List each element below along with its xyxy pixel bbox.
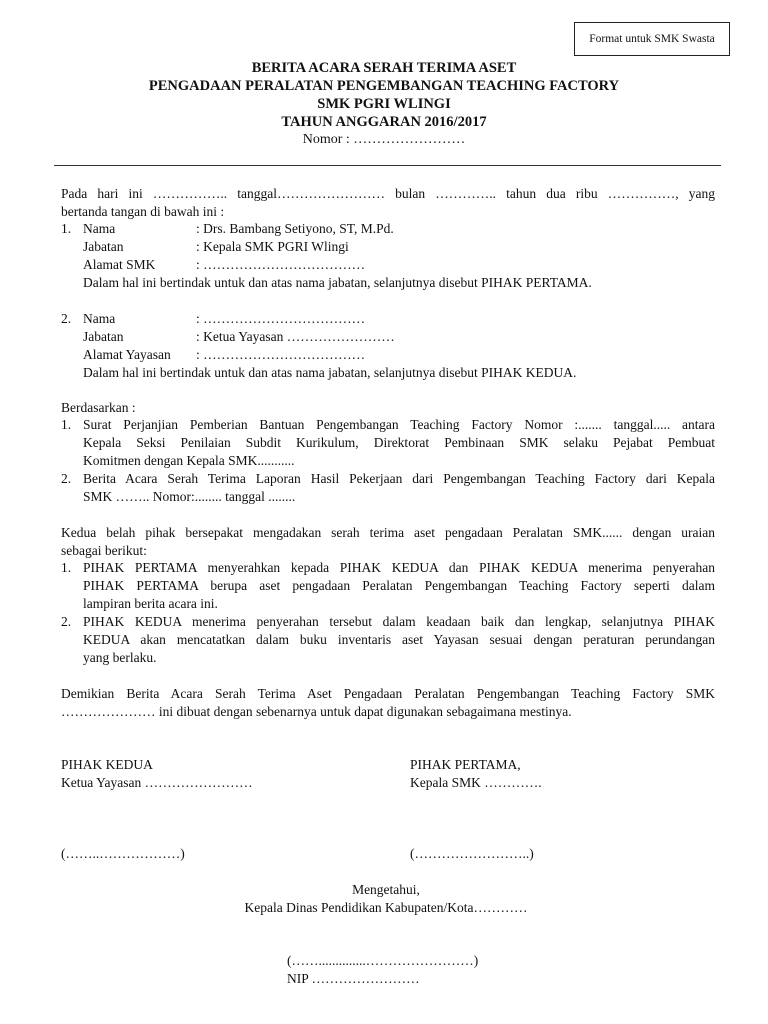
- basis-item1-line2: Kepala Seksi Penilaian Subdit Kurikulum, Direktorat Pembinaan SMK selaku Pejabat Pembuat: [83, 435, 715, 450]
- second-party-role: Ketua Yayasan ……………………: [61, 775, 253, 790]
- format-label-box: [574, 22, 730, 56]
- party2-name-label: Nama: [83, 311, 116, 326]
- party2-number: 2.: [61, 311, 72, 326]
- party1-position-value: : Kepala SMK PGRI Wlingi: [196, 239, 349, 254]
- agreement-item1-number: 1.: [61, 560, 72, 575]
- first-party-signature-name: (……………………..): [410, 846, 534, 861]
- fiscal-year: TAHUN ANGGARAN 2016/2017: [281, 114, 487, 130]
- agreement-item2-line2: KEDUA akan mencatatkan dalam buku inventaris aset Yayasan sesuai dengan peraturan perundangan: [83, 632, 715, 647]
- acknowledged-label: Mengetahui,: [352, 882, 420, 897]
- second-party-signature-name: (……..………………): [61, 846, 185, 861]
- agreement-item1-line2: PIHAK PERTAMA berupa aset pengadaan Peralatan Pengembangan Teaching Factory seperti dalam: [83, 578, 715, 593]
- party2-address-value: : ………………………………: [196, 347, 366, 362]
- basis-item2-number: 2.: [61, 471, 72, 486]
- agreement-line-2: sebagai berikut:: [61, 543, 147, 558]
- party2-address-label: Alamat Yayasan: [83, 347, 171, 362]
- party1-address-value: : ………………………………: [196, 257, 366, 272]
- document-number: Nomor : ……………………: [302, 132, 466, 147]
- school-name: SMK PGRI WLINGI: [317, 96, 451, 112]
- agreement-item2-line1: PIHAK KEDUA menerima penyerahan tersebut dalam keadaan baik dan lengkap, selanjutnya PIHAK: [83, 614, 715, 629]
- format-label: Format untuk SMK Swasta: [589, 33, 715, 45]
- education-head-signature-name: (……..............……………………): [287, 953, 479, 968]
- party1-statement: Dalam hal ini bertindak untuk dan atas nama jabatan, selanjutnya disebut PIHAK PERTAMA.: [83, 275, 592, 290]
- party2-name-value: : ………………………………: [196, 311, 366, 326]
- second-party-title: PIHAK KEDUA: [61, 757, 153, 772]
- document-title: BERITA ACARA SERAH TERIMA ASET: [251, 60, 517, 76]
- basis-item1-number: 1.: [61, 417, 72, 432]
- agreement-line-1: Kedua belah pihak bersepakat mengadakan serah terima aset pengadaan Peralatan SMK...... dengan uraian: [61, 525, 715, 540]
- first-party-role: Kepala SMK ………….: [410, 775, 542, 790]
- basis-item2-line2: SMK …….. Nomor:........ tanggal ........: [83, 489, 296, 504]
- intro-line-2: bertanda tangan di bawah ini :: [61, 204, 225, 219]
- agreement-item2-line3: yang berlaku.: [83, 650, 157, 665]
- agreement-item1-line1: PIHAK PERTAMA menyerahkan kepada PIHAK KEDUA dan PIHAK KEDUA menerima penyerahan: [83, 560, 715, 575]
- basis-heading: Berdasarkan :: [61, 400, 136, 415]
- party2-position-value: : Ketua Yayasan ……………………: [196, 329, 395, 344]
- document-subtitle: PENGADAAN PERALATAN PENGEMBANGAN TEACHING FACTORY: [148, 78, 620, 94]
- party2-statement: Dalam hal ini bertindak untuk dan atas nama jabatan, selanjutnya disebut PIHAK KEDUA.: [83, 365, 577, 380]
- party2-position-label: Jabatan: [83, 329, 124, 344]
- closing-line-2: ………………… ini dibuat dengan sebenarnya untuk dapat digunakan sebagaimana mestinya.: [61, 704, 572, 719]
- party1-position-label: Jabatan: [83, 239, 124, 254]
- basis-item2-line1: Berita Acara Serah Terima Laporan Hasil Pekerjaan dari Pengembangan Teaching Factory dari Kepala: [83, 471, 715, 486]
- agreement-item1-line3: lampiran berita acara ini.: [83, 596, 218, 611]
- party1-name-value: : Drs. Bambang Setiyono, ST, M.Pd.: [196, 221, 394, 236]
- party1-address-label: Alamat SMK: [83, 257, 156, 272]
- education-head-nip: NIP ……………………: [287, 971, 420, 986]
- party1-name-label: Nama: [83, 221, 116, 236]
- basis-item1-line1: Surat Perjanjian Pemberian Bantuan Pengembangan Teaching Factory Nomor :....... tanggal..... antara: [83, 417, 715, 432]
- basis-item1-line3: Komitmen dengan Kepala SMK...........: [83, 453, 295, 468]
- first-party-title: PIHAK PERTAMA,: [410, 757, 521, 772]
- closing-line-1: Demikian Berita Acara Serah Terima Aset Pengadaan Peralatan Pengembangan Teaching Factory SMK: [61, 686, 715, 701]
- header-divider: [54, 165, 721, 166]
- education-head-title: Kepala Dinas Pendidikan Kabupaten/Kota…………: [244, 900, 528, 915]
- intro-line-1: Pada hari ini …………….. tanggal…………………… bulan ………….. tahun dua ribu ……………, yang: [61, 186, 715, 201]
- party1-number: 1.: [61, 221, 72, 236]
- agreement-item2-number: 2.: [61, 614, 72, 629]
